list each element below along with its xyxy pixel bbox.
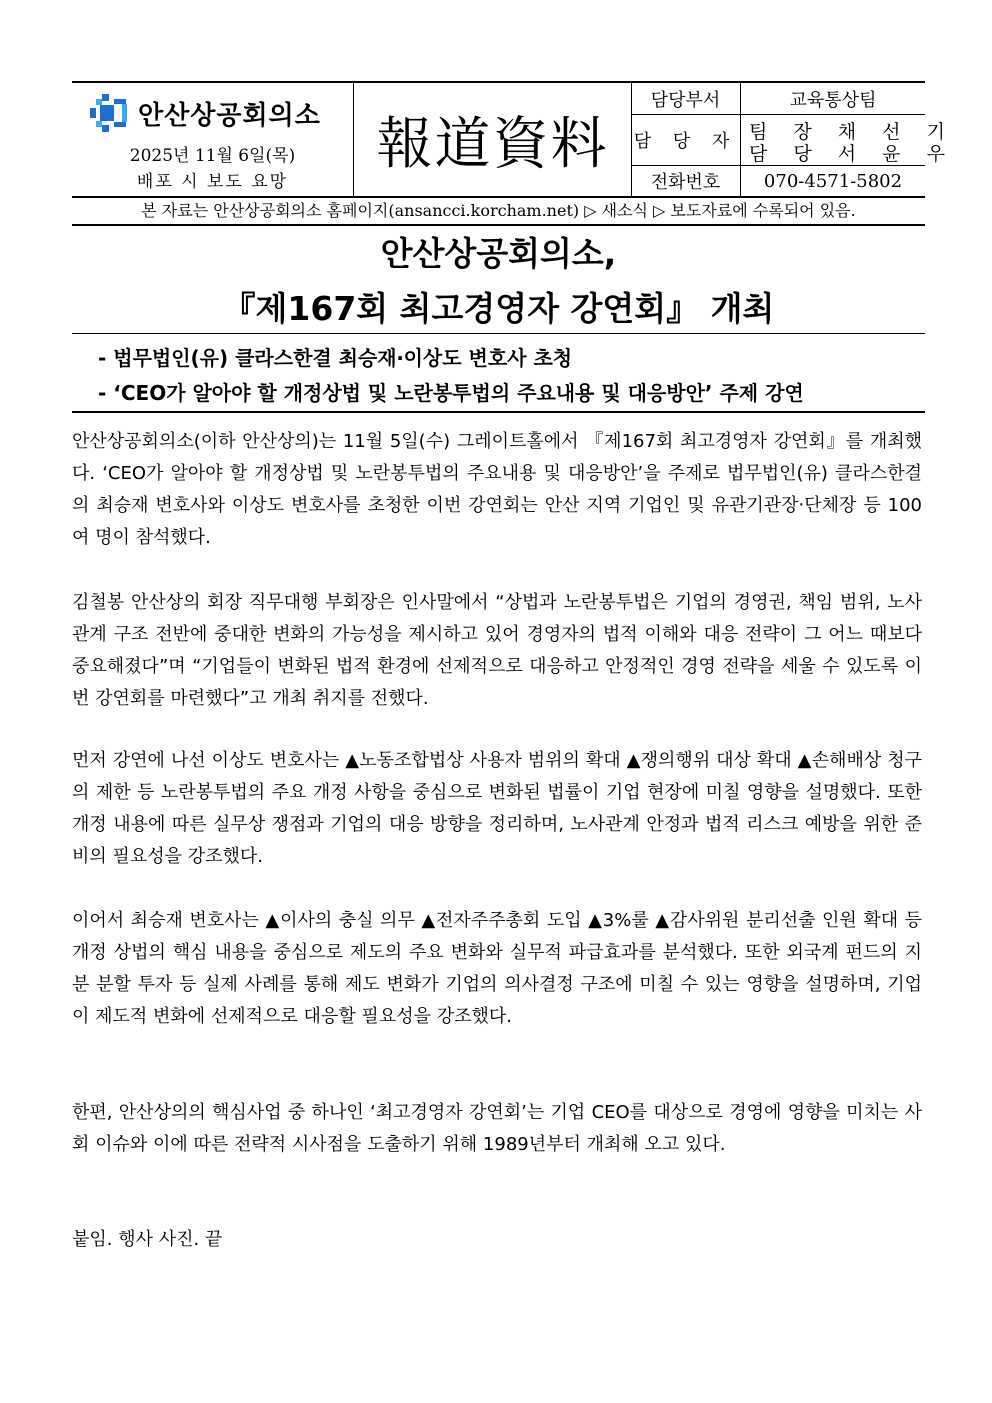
body-paragraph-3: 먼저 강연에 나선 이상도 변호사는 ▲노동조합법상 사용자 범위의 확대 ▲쟁의행위 대상 확대 ▲손해배상 청구의 제한 등 노란봉투법의 주요 개정 사항을 중심으로 변화된 법률이 기업 현장에 미칠 영향을 설명했다. 또한 개정 내용에 따른 실무상 쟁점과 기업의 대응 방향을 정리하며, 노사관계 안정과 법적 리스크 예방을 위한 준비의 필요성을 강조했다.	[72, 750, 922, 867]
dept-label: 담당부서	[631, 83, 741, 114]
dept-row	[631, 83, 925, 115]
source-note: 본 자료는 안산상공회의소 홈페이지(ansancci.korcham.net) ▷ 새소식 ▷ 보도자료에 수록되어 있음.	[72, 197, 925, 226]
release-notice: 배포 시 보도 요망	[136, 172, 289, 192]
chamber-logo-icon	[88, 93, 132, 133]
staff-manager: 팀 장 채 선 기	[749, 121, 955, 143]
phone-value: 070-4571-5802	[763, 170, 903, 192]
phone-label: 전화번호	[631, 166, 741, 196]
title-divider	[72, 333, 925, 334]
staff-contact: 담 당 서 윤 우	[749, 143, 955, 165]
header-org-block	[72, 83, 353, 196]
attachment-note: 붙임. 행사 사진. 끝	[72, 1229, 223, 1250]
headline-line-1: 안산상공회의소,	[380, 234, 617, 273]
subtitle-1: - 법무법인(유) 클라스한결 최승재‧이상도 변호사 초청	[98, 346, 573, 370]
staff-row	[631, 115, 955, 166]
subtitle-divider	[72, 411, 925, 413]
release-date: 2025년 11월 6일(목)	[129, 146, 296, 166]
subtitle-2: - ‘CEO가 알아야 할 개정상법 및 노란봉투법의 주요내용 및 대응방안’ 주제 강연	[98, 381, 804, 405]
body-paragraph-2: 김철봉 안산상의 회장 직무대행 부회장은 인사말에서 “상법과 노란봉투법은 기업의 경영권, 책임 범위, 노사관계 구조 전반에 중대한 변화의 가능성을 제시하고 있어 경영자의 법적 이해와 대응 전략이 그 어느 때보다 중요해졌다”며 “기업들이 변화된 법적 환경에 선제적으로 대응하고 안정적인 경영 전략을 세울 수 있도록 이번 강연회를 마련했다”고 개최 취지를 전했다.	[72, 592, 922, 709]
contact-info-table	[631, 83, 955, 196]
body-paragraph-1: 안산상공회의소(이하 안산상의)는 11월 5일(수) 그레이트홀에서 『제167회 최고경영자 강연회』를 개최했다. ‘CEO가 알아야 할 개정상법 및 노란봉투법의 주요내용 및 대응방안’을 주제로 법무법인(유) 클라스한결의 최승재 변호사와 이상도 변호사를 초청한 이번 강연회는 안산 지역 기업인 및 유관기관장‧단체장 등 100여 명이 참석했다.	[72, 431, 922, 548]
dept-value: 교육통상팀	[789, 89, 877, 111]
body-paragraph-5: 한편, 안산상의의 핵심사업 중 하나인 ‘최고경영자 강연회’는 기업 CEO를 대상으로 경영에 영향을 미치는 사회 이슈와 이에 따른 전략적 시사점을 도출하기 위해 1989년부터 개최해 오고 있다.	[72, 1102, 922, 1155]
staff-label: 담 당 자	[631, 115, 741, 165]
document-type-title: 報道資料	[353, 83, 632, 196]
org-logo-text: 안산상공회의소	[138, 100, 321, 131]
press-release-header	[72, 81, 955, 198]
body-paragraph-4: 이어서 최승재 변호사는 ▲이사의 충실 의무 ▲전자주주총회 도입 ▲3%룰 ▲감사위원 분리선출 인원 확대 등 개정 상법의 핵심 내용을 중심으로 제도의 주요 변화와 실무적 파급효과를 분석했다. 또한 외국계 펀드의 지분 분할 투자 등 실제 사례를 통해 제도 변화가 기업의 의사결정 구조에 미칠 수 있는 영향을 설명하며, 기업이 제도적 변화에 선제적으로 대응할 필요성을 강조했다.	[72, 910, 922, 1027]
phone-row	[631, 166, 925, 196]
org-logo	[88, 93, 321, 133]
headline-line-2: 『제167회 최고경영자 강연회』 개최	[222, 289, 775, 328]
